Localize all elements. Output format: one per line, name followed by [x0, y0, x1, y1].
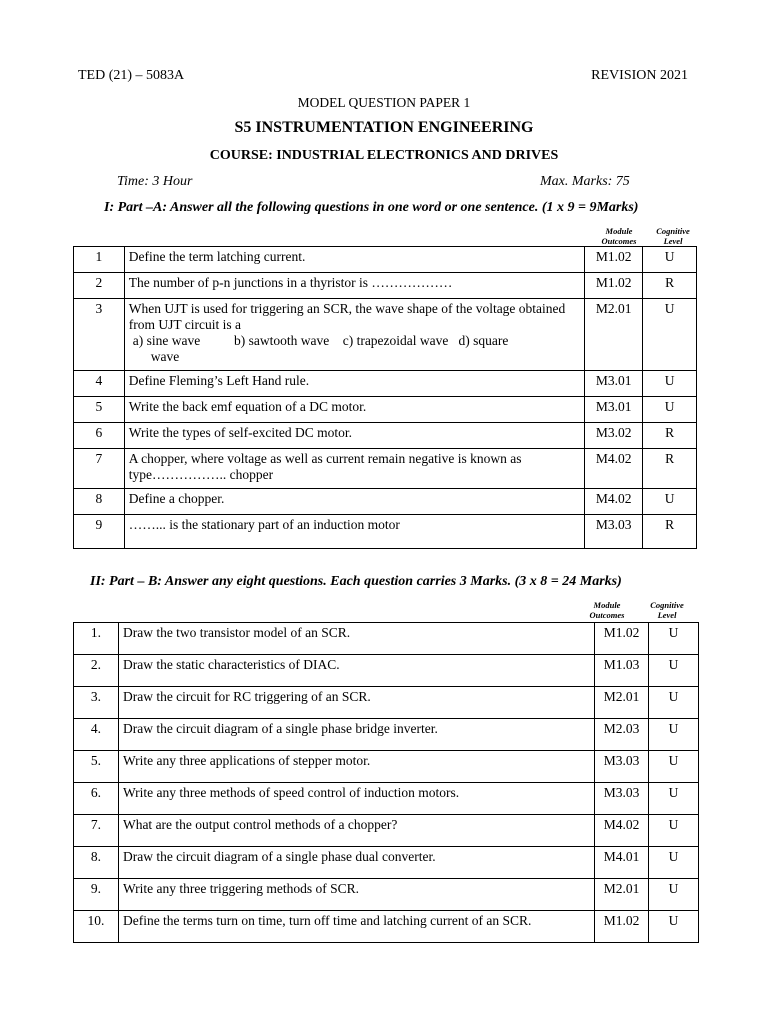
question-number: 4. [74, 719, 119, 751]
cognitive-level: U [649, 879, 699, 911]
revision-label: REVISION 2021 [591, 68, 688, 83]
question-options-wrap: wave [150, 349, 180, 364]
paper-title: MODEL QUESTION PAPER 1 [297, 95, 471, 110]
module-outcome: M2.01 [585, 299, 643, 371]
cognitive-level: U [649, 623, 699, 655]
part-a-heading: I: Part –A: Answer all the following questions in one word or one sentence. (1 x 9 = 9Marks) [104, 200, 639, 215]
part-b-col-module-line1: Module [593, 600, 621, 610]
part-b-col-level [636, 600, 698, 620]
module-outcome: M1.02 [595, 911, 649, 943]
question-text: Draw the circuit diagram of a single phase dual converter. [118, 847, 594, 879]
cognitive-level: R [643, 515, 697, 549]
question-number: 7 [74, 449, 125, 489]
question-text: When UJT is used for triggering an SCR, the wave shape of the voltage obtained from UJT circuit is a [128, 301, 566, 332]
module-outcome: M3.03 [595, 751, 649, 783]
question-text: Define the terms turn on time, turn off time and latching current of an SCR. [118, 911, 594, 943]
question-number: 1. [74, 623, 119, 655]
cognitive-level: R [643, 423, 697, 449]
cognitive-level: U [643, 397, 697, 423]
table-row [74, 247, 697, 273]
module-outcome: M1.02 [585, 273, 643, 299]
cognitive-level: U [643, 247, 697, 273]
question-number: 6 [74, 423, 125, 449]
table-row [74, 623, 699, 655]
question-text: Write the types of self-excited DC motor. [124, 423, 585, 449]
question-options: a) sine wave b) sawtooth wave c) trapezoidal wave d) square [132, 333, 509, 348]
cognitive-level: U [649, 911, 699, 943]
cognitive-level: U [649, 751, 699, 783]
part-b-col-module [574, 600, 640, 620]
question-number: 3 [74, 299, 125, 371]
question-number: 4 [74, 371, 125, 397]
question-text: The number of p-n junctions in a thyristor is ……………… [124, 273, 585, 299]
part-b-col-level-line2: Level [657, 610, 677, 620]
question-number: 1 [74, 247, 125, 273]
table-row [74, 719, 699, 751]
part-b-heading: II: Part – B: Answer any eight questions. Each question carries 3 Marks. (3 x 8 = 24 Marks) [90, 574, 622, 589]
question-number: 5 [74, 397, 125, 423]
question-text: Define a chopper. [124, 489, 585, 515]
cognitive-level: R [643, 449, 697, 489]
module-outcome: M4.02 [585, 489, 643, 515]
table-row [74, 371, 697, 397]
question-cell [124, 299, 585, 371]
question-number: 6. [74, 783, 119, 815]
module-outcome: M1.03 [595, 655, 649, 687]
question-text: Define the term latching current. [124, 247, 585, 273]
question-text: What are the output control methods of a chopper? [118, 815, 594, 847]
table-row [74, 879, 699, 911]
question-number: 3. [74, 687, 119, 719]
cognitive-level: U [649, 655, 699, 687]
table-row [74, 815, 699, 847]
part-b-col-level-line1: Cognitive [650, 600, 684, 610]
part-a-col-level-line2: Level [663, 236, 683, 246]
module-outcome: M1.02 [595, 623, 649, 655]
table-row [74, 397, 697, 423]
exam-time: Time: 3 Hour [117, 174, 193, 189]
question-number: 8. [74, 847, 119, 879]
part-a-col-level [642, 226, 704, 246]
cognitive-level: U [649, 783, 699, 815]
question-text: Define Fleming’s Left Hand rule. [124, 371, 585, 397]
question-text: Draw the circuit for RC triggering of an SCR. [118, 687, 594, 719]
question-text: Draw the circuit diagram of a single phase bridge inverter. [118, 719, 594, 751]
question-text: Write any three methods of speed control of induction motors. [118, 783, 594, 815]
module-outcome: M4.01 [595, 847, 649, 879]
cognitive-level: U [649, 847, 699, 879]
cognitive-level: U [649, 815, 699, 847]
part-a-col-module-line2: Outcomes [601, 236, 637, 246]
module-outcome: M4.02 [585, 449, 643, 489]
table-row [74, 423, 697, 449]
module-outcome: M2.03 [595, 719, 649, 751]
table-row [74, 655, 699, 687]
part-a-table [73, 246, 697, 549]
question-number: 2. [74, 655, 119, 687]
paper-code: TED (21) – 5083A [78, 68, 185, 83]
question-number: 10. [74, 911, 119, 943]
module-outcome: M2.01 [595, 879, 649, 911]
part-b-table [73, 622, 699, 943]
table-row [74, 299, 697, 371]
module-outcome: M3.03 [585, 515, 643, 549]
question-number: 8 [74, 489, 125, 515]
question-number: 2 [74, 273, 125, 299]
table-row [74, 449, 697, 489]
question-text: A chopper, where voltage as well as current remain negative is known as type…………….. chopper [124, 449, 585, 489]
table-row [74, 847, 699, 879]
question-number: 9 [74, 515, 125, 549]
question-text: Draw the static characteristics of DIAC. [118, 655, 594, 687]
table-row [74, 687, 699, 719]
question-text: ……... is the stationary part of an induction motor [124, 515, 585, 549]
part-a-col-level-line1: Cognitive [656, 226, 690, 236]
cognitive-level: U [643, 299, 697, 371]
course-title: COURSE: INDUSTRIAL ELECTRONICS AND DRIVES [209, 148, 559, 163]
module-outcome: M4.02 [595, 815, 649, 847]
part-a-col-module-line1: Module [605, 226, 633, 236]
module-outcome: M3.01 [585, 371, 643, 397]
module-outcome: M2.01 [595, 687, 649, 719]
table-row [74, 783, 699, 815]
question-number: 7. [74, 815, 119, 847]
cognitive-level: R [643, 273, 697, 299]
table-row [74, 489, 697, 515]
module-outcome: M3.03 [595, 783, 649, 815]
question-number: 9. [74, 879, 119, 911]
question-text: Draw the two transistor model of an SCR. [118, 623, 594, 655]
max-marks: Max. Marks: 75 [540, 174, 630, 189]
module-outcome: M3.02 [585, 423, 643, 449]
programme-title: S5 INSTRUMENTATION ENGINEERING [234, 119, 534, 136]
module-outcome: M3.01 [585, 397, 643, 423]
cognitive-level: U [649, 719, 699, 751]
part-b-col-module-line2: Outcomes [589, 610, 625, 620]
question-text: Write the back emf equation of a DC motor. [124, 397, 585, 423]
question-number: 5. [74, 751, 119, 783]
table-row [74, 273, 697, 299]
table-row [74, 751, 699, 783]
module-outcome: M1.02 [585, 247, 643, 273]
cognitive-level: U [649, 687, 699, 719]
cognitive-level: U [643, 489, 697, 515]
question-text: Write any three triggering methods of SCR. [118, 879, 594, 911]
table-row [74, 515, 697, 549]
cognitive-level: U [643, 371, 697, 397]
question-text: Write any three applications of stepper motor. [118, 751, 594, 783]
table-row [74, 911, 699, 943]
